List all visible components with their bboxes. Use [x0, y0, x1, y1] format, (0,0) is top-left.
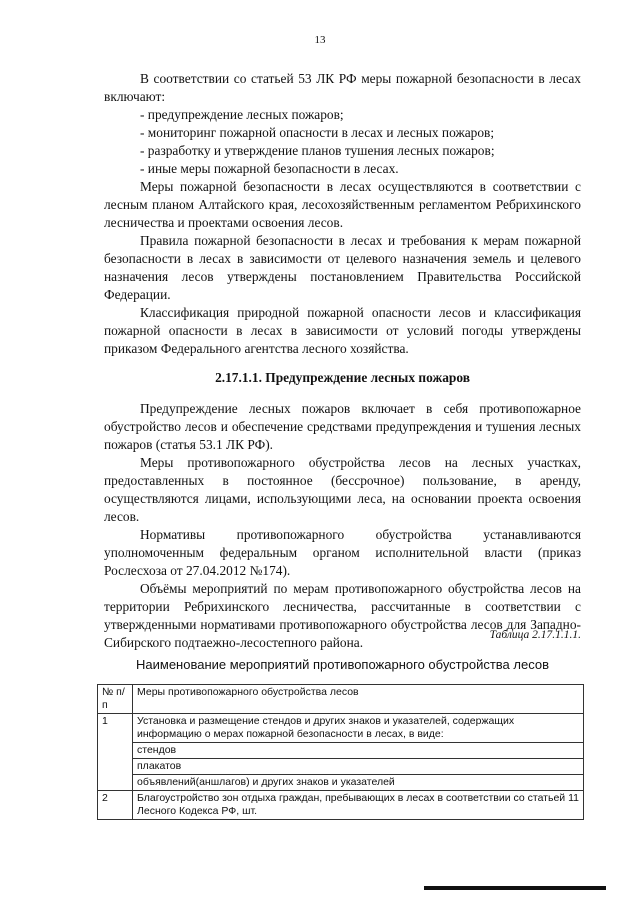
intro-paragraph-3: Правила пожарной безопасности в лесах и требования к мерам пожарной безопасности в лесах в зависимости от целевого назначения земель и целевого назначения лесов утверждены постановлением Правительства Российской Федерации. — [104, 233, 581, 302]
table-header-row — [98, 685, 584, 714]
list-item-prevention: - предупреждение лесных пожаров; — [140, 107, 344, 122]
intro-paragraph-2: Меры пожарной безопасности в лесах осуществляются в соответствии с лесным планом Алтайского края, лесохозяйственным регламентом Ребрихинского лесничества и проектами освоения лесов. — [104, 179, 581, 230]
list-item-other-measures: - иные меры пожарной безопасности в лесах. — [140, 161, 399, 176]
row-number: 2 — [98, 791, 133, 820]
subitem-posters: плакатов — [133, 759, 584, 775]
table-subrow — [98, 743, 584, 759]
table-row — [98, 714, 584, 743]
subitem-announcements: объявлений(аншлагов) и других знаков и указателей — [133, 775, 584, 791]
table-subrow — [98, 775, 584, 791]
section-heading: 2.17.1.1. Предупреждение лесных пожаров — [215, 370, 470, 385]
footer-bar — [424, 886, 606, 890]
row-description: Установка и размещение стендов и других знаков и указателей, содержащих информацию о мерах пожарной безопасности в лесах, в виде: — [133, 714, 584, 743]
page-number: 13 — [314, 34, 326, 46]
header-number: № п/п — [98, 685, 133, 714]
document-body — [104, 70, 581, 652]
measures-table — [97, 684, 584, 820]
header-measures: Меры противопожарного обустройства лесов — [133, 685, 584, 714]
subitem-stands: стендов — [133, 743, 584, 759]
section-paragraph-4: Объёмы мероприятий по мерам противопожарного обустройства лесов на территории Ребрихинского лесничества, рассчитанные в соответствии с утвержденными нормативами противопожарного обустройства лесов для Западно-Сибирского подтаежно-лесостепного района. — [104, 581, 581, 650]
section-paragraph-3: Нормативы противопожарного обустройства устанавливаются уполномоченным федеральным органом исполнительной власти (приказ Рослесхоза от 27.04.2012 №174). — [104, 527, 581, 578]
intro-paragraph-1: В соответствии со статьей 53 ЛК РФ меры пожарной безопасности в лесах включают: — [104, 71, 581, 104]
table-subrow — [98, 759, 584, 775]
row-description: Благоустройство зон отдыха граждан, пребывающих в лесах в соответствии со статьей 11 Лесного Кодекса РФ, шт. — [133, 791, 584, 820]
list-item-monitoring: - мониторинг пожарной опасности в лесах и лесных пожаров; — [140, 125, 495, 140]
table-label: Таблица 2.17.1.1.1. — [489, 629, 581, 641]
table-row — [98, 791, 584, 820]
list-item-plans: - разработку и утверждение планов тушения лесных пожаров; — [140, 143, 495, 158]
section-paragraph-2: Меры противопожарного обустройства лесов на лесных участках, предоставленных в постоянное (бессрочное) пользование, в аренду, осуществляются лицами, использующими леса, на основании проекта освоения лесов. — [104, 455, 581, 524]
section-paragraph-1: Предупреждение лесных пожаров включает в себя противопожарное обустройство лесов и обеспечение средствами предупреждения и тушения лесных пожаров (статья 53.1 ЛК РФ). — [104, 401, 581, 452]
table-title: Наименование мероприятий противопожарного обустройства лесов — [136, 657, 549, 672]
row-number: 1 — [98, 714, 133, 791]
intro-paragraph-4: Классификация природной пожарной опасности лесов и классификация пожарной опасности в лесах в зависимости от условий погоды утверждены приказом Федерального агентства лесного хозяйства. — [104, 305, 581, 356]
